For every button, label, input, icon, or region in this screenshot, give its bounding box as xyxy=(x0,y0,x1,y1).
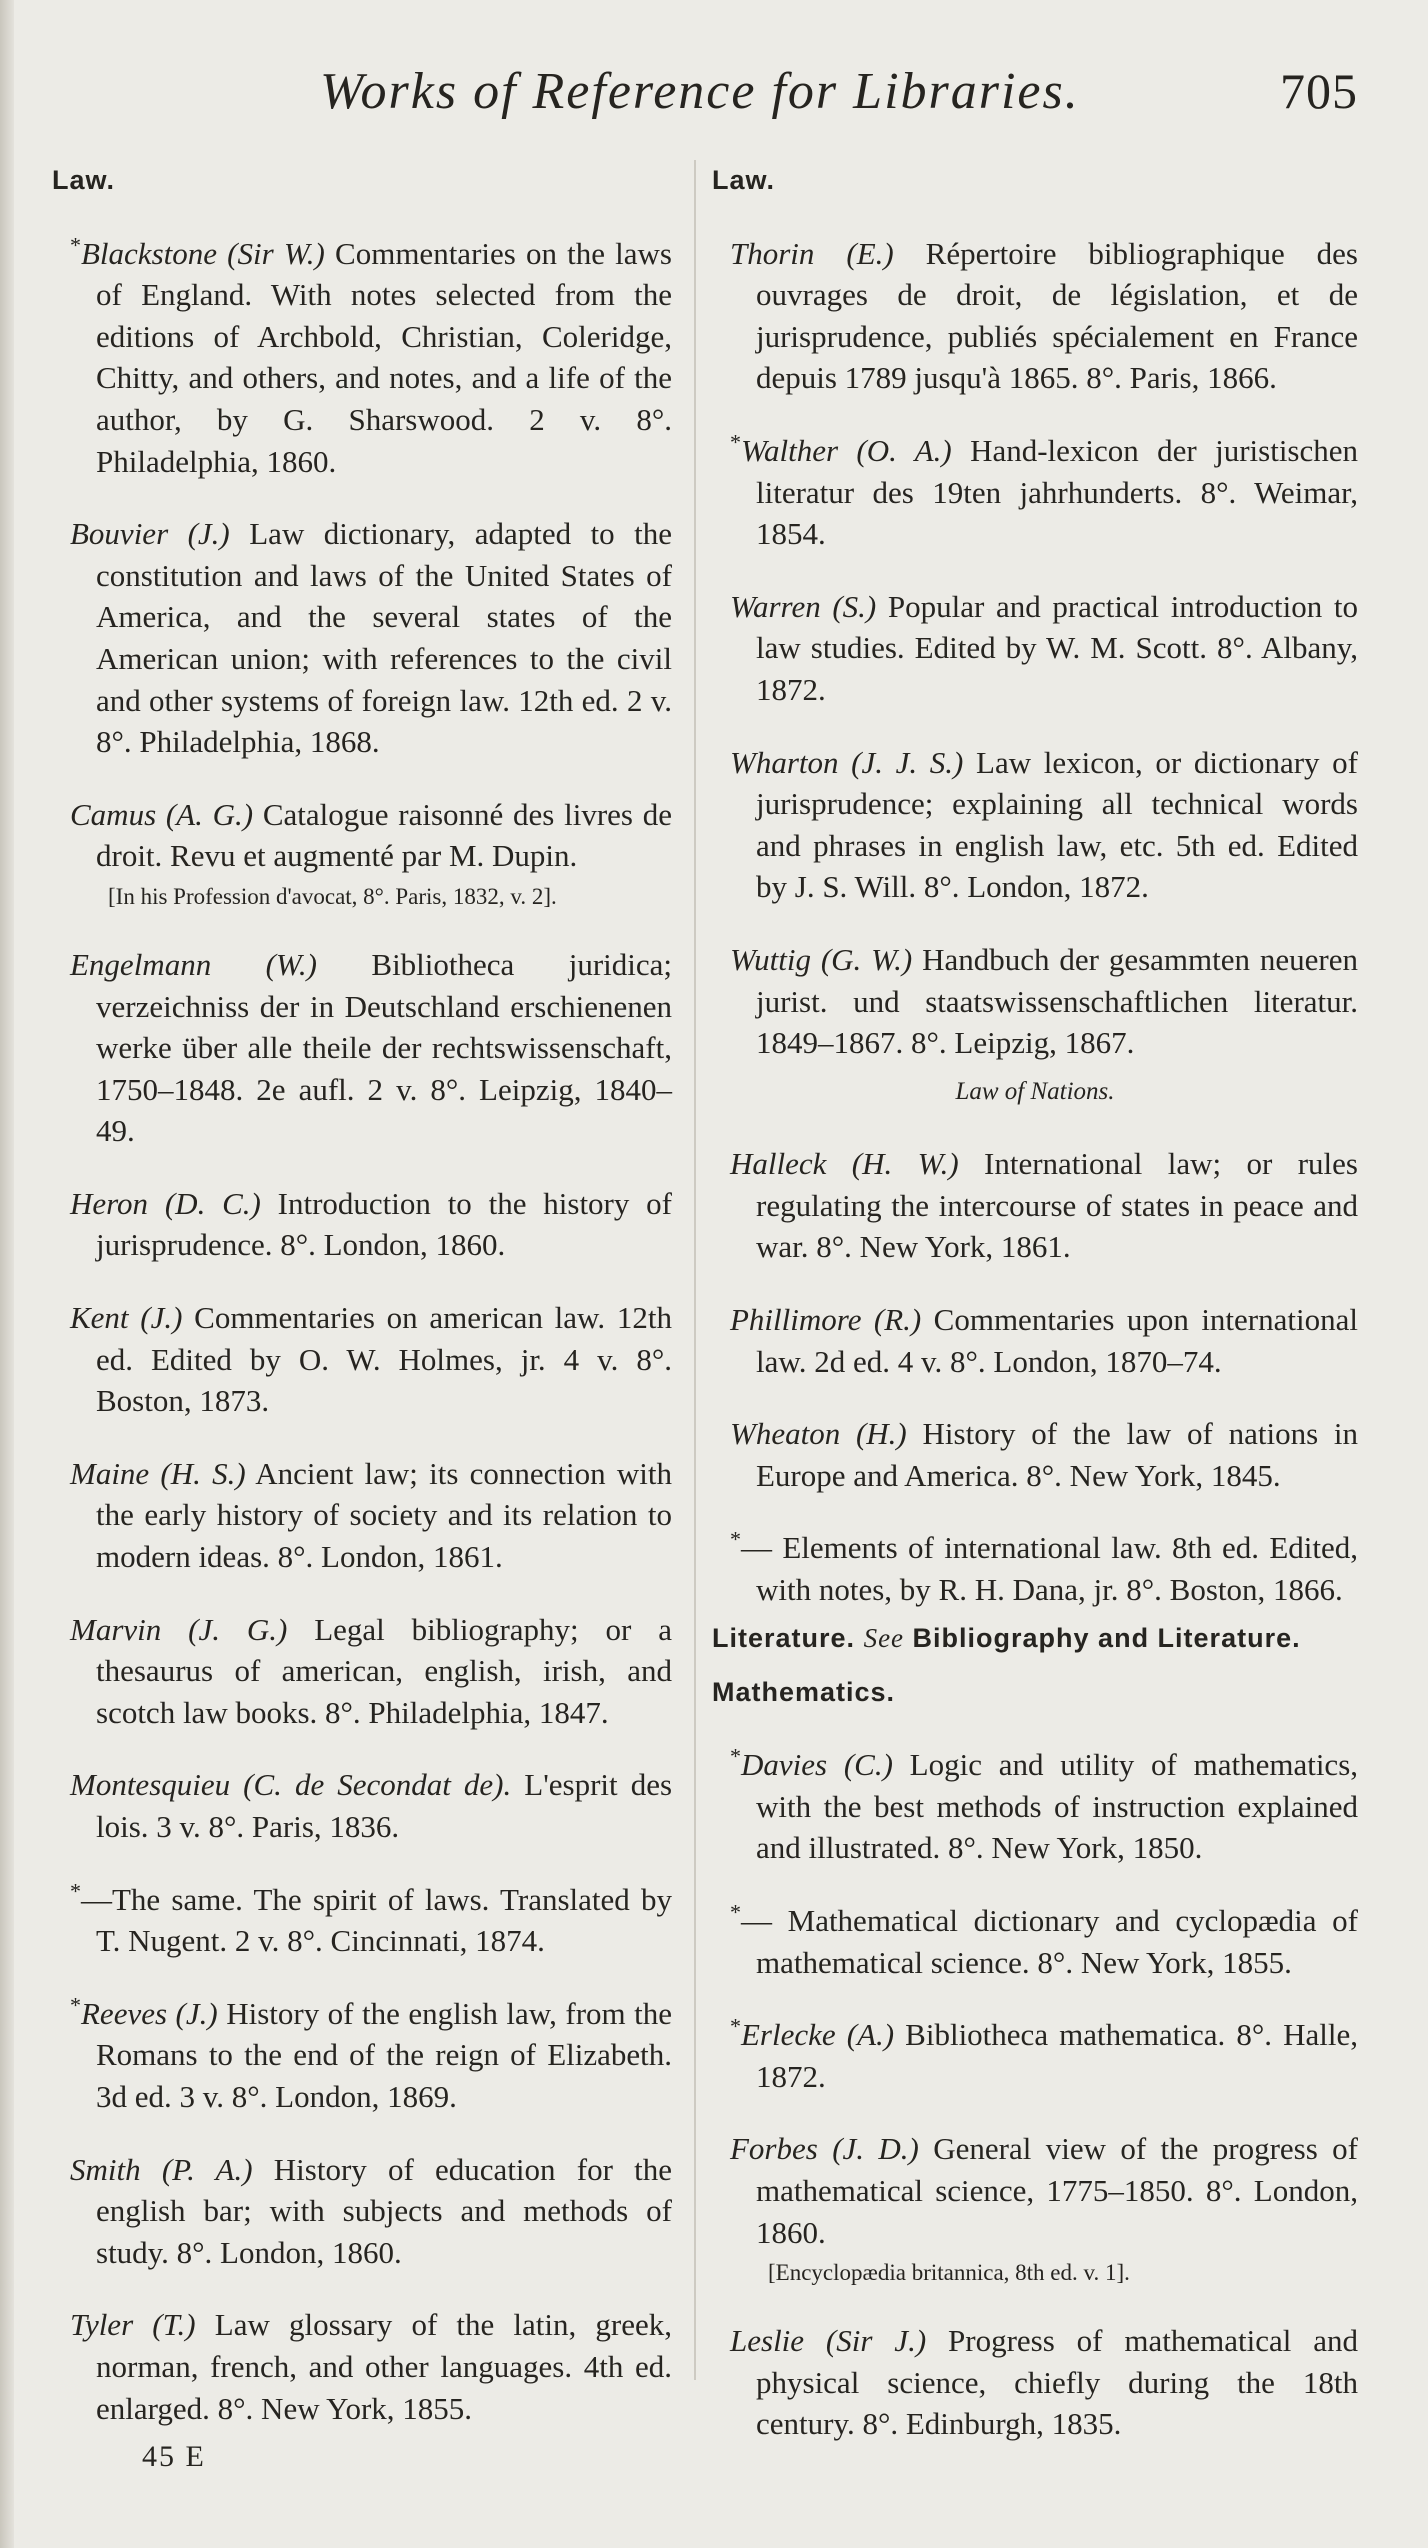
entry-author: Marvin (J. G.) xyxy=(70,1611,288,1647)
entry-mark: * xyxy=(730,429,741,455)
bibliography-entry xyxy=(52,513,672,763)
left-column xyxy=(52,160,672,2508)
bibliography-entry xyxy=(52,1609,672,1734)
bibliography-entry xyxy=(712,2320,1358,2445)
bibliography-entry xyxy=(712,1143,1358,1268)
entry-text: Bibliotheca juridica; verzeichniss der in Deutschland erschienenen werke über alle theile der rechtswissenschaft, 1750–1848. 2e aufl. 2 v. 8°. Leipzig, 1840–49. xyxy=(96,946,672,1149)
running-head xyxy=(320,62,1358,132)
entry-author: Halleck (H. W.) xyxy=(730,1146,959,1182)
entry-author: Kent (J.) xyxy=(70,1300,183,1336)
bibliography-entry xyxy=(52,233,672,483)
entry-text: Introduction to the history of jurisprudence. 8°. London, 1860. xyxy=(96,1185,672,1263)
entry-author: Wuttig (G. W.) xyxy=(730,941,913,977)
entry-text: Legal bibliography; or a thesaurus of american, english, irish, and scotch law books. 8°. Philadelphia, 1847. xyxy=(96,1611,672,1730)
entry-text: Law glossary of the latin, greek, norman, french, and other languages. 4th ed. enlarged. 8°. New York, 1855. xyxy=(96,2307,672,2426)
entry-author: Montesquieu (C. de Secondat de). xyxy=(70,1767,512,1803)
entry-text: Progress of mathematical and physical science, chiefly during the 18th century. 8°. Edinburgh, 1835. xyxy=(756,2323,1358,2442)
entry-mark: * xyxy=(70,1992,81,2018)
bibliography-entry xyxy=(712,1900,1358,1983)
entry-text: Bibliotheca mathematica. 8°. Halle, 1872. xyxy=(756,2017,1358,2094)
entry-author: Thorin (E.) xyxy=(730,235,894,271)
entry-mark: * xyxy=(70,232,81,258)
entry-text: History of the english law, from the Romans to the end of the reign of Elizabeth. 3d ed. 3 v. 8°. London, 1869. xyxy=(96,1995,673,2114)
bibliography-entry xyxy=(52,2149,672,2274)
entry-author: Wheaton (H.) xyxy=(730,1416,907,1452)
entry-author: Reeves (J.) xyxy=(81,1995,218,2031)
cross-reference-label: Literature. xyxy=(712,1622,856,1653)
entry-text: — Mathematical dictionary and cyclopædia of mathematical science. 8°. New York, 1855. xyxy=(741,1903,1358,1980)
entry-note: [Encyclopædia britannica, 8th ed. v. 1]. xyxy=(768,2260,1130,2286)
bibliography-entry xyxy=(712,586,1358,711)
cross-reference-target: Bibliography and Literature. xyxy=(912,1622,1301,1653)
left-entry-list xyxy=(52,233,672,2430)
entry-text: Popular and practical introduction to law studies. Edited by W. M. Scott. 8°. Albany, 1872. xyxy=(756,588,1358,707)
entry-author: Bouvier (J.) xyxy=(70,516,230,552)
right-column xyxy=(712,160,1358,2508)
entry-author: Phillimore (R.) xyxy=(730,1302,922,1338)
entry-text: Ancient law; its connection with the early history of society and its relation to modern ideas. 8°. London, 1861. xyxy=(96,1455,672,1575)
entry-author: Forbes (J. D.) xyxy=(730,2131,919,2167)
mathematics-entry-list xyxy=(712,1744,1358,2445)
entry-note: [In his Profession d'avocat, 8°. Paris, 1832, v. 2]. xyxy=(108,883,557,909)
section-heading-mathematics: Mathematics. xyxy=(712,1676,896,1707)
bibliography-entry xyxy=(52,1993,672,2118)
entry-author: Tyler (T.) xyxy=(70,2307,196,2343)
entry-author: Warren (S.) xyxy=(730,588,877,624)
entry-author: Davies (C.) xyxy=(741,1747,893,1783)
bibliography-entry xyxy=(712,1299,1358,1382)
entry-text: Handbuch der gesammten neueren jurist. und staatswissenschaftlichen literatur. 1849–1867. 8°. Leipzig, 1867. xyxy=(756,941,1358,1061)
entry-text: Catalogue raisonné des livres de droit. Revu et augmenté par M. Dupin. xyxy=(96,796,672,874)
entry-text: Commentaries on the laws of England. With notes selected from the editions of Archbold, Christian, Coleridge, Chitty, and others, and notes, and a life of the author, by G. Sharswood. 2 v. 8°. Philadelphia, 1860. xyxy=(96,235,672,479)
entry-author: Heron (D. C.) xyxy=(70,1185,261,1221)
bibliography-entry xyxy=(712,1413,1358,1496)
bibliography-entry xyxy=(52,794,672,913)
entry-text: Commentaries on american law. 12th ed. Edited by O. W. Holmes, jr. 4 v. 8°. Boston, 1873. xyxy=(96,1300,672,1419)
entry-mark: * xyxy=(730,2013,741,2039)
bibliography-entry xyxy=(52,944,672,1152)
bibliography-entry xyxy=(52,2304,672,2429)
section-heading-law-continued: Law. xyxy=(712,165,776,195)
bibliography-entry xyxy=(712,2128,1358,2289)
bibliography-entry xyxy=(52,1879,672,1962)
entry-author: Smith (P. A.) xyxy=(70,2151,253,2187)
bibliography-entry xyxy=(52,1453,672,1578)
entry-text: International law; or rules regulating the intercourse of states in peace and war. 8°. New York, 1861. xyxy=(756,1146,1358,1265)
bibliography-entry xyxy=(52,1183,672,1266)
column-rule xyxy=(694,160,696,2380)
entry-text: General view of the progress of mathematical science, 1775–1850. 8°. London, 1860. xyxy=(756,2131,1358,2250)
entry-author: Erlecke (A.) xyxy=(741,2017,895,2053)
running-title: Works of Reference for Libraries. xyxy=(320,63,1080,120)
cross-reference-literature xyxy=(712,1618,1358,1658)
entry-author: Camus (A. G.) xyxy=(70,796,254,832)
entry-text: L'esprit des lois. 3 v. 8°. Paris, 1836. xyxy=(96,1767,673,1844)
entry-text: History of education for the english bar; with subjects and methods of study. 8°. London, 1860. xyxy=(96,2151,673,2270)
bibliography-entry xyxy=(52,1764,672,1847)
entry-text: Commentaries upon international law. 2d ed. 4 v. 8°. London, 1870–74. xyxy=(756,1302,1358,1379)
bibliography-entry xyxy=(712,430,1358,555)
entry-author: Wharton (J. J. S.) xyxy=(730,744,964,780)
entry-author: Walther (O. A.) xyxy=(741,432,952,468)
entry-text: —The same. The spirit of laws. Translated by T. Nugent. 2 v. 8°. Cincinnati, 1874. xyxy=(81,1881,672,1959)
bibliography-entry xyxy=(712,2014,1358,2097)
bibliography-entry xyxy=(712,1527,1358,1610)
page-edge xyxy=(0,0,14,2548)
cross-reference-see: See xyxy=(863,1622,905,1653)
signature-mark: 45 E xyxy=(142,2440,206,2474)
entry-text: Logic and utility of mathematics, with the best methods of instruction explained and illustrated. 8°. New York, 1850. xyxy=(756,1747,1359,1866)
bibliography-entry xyxy=(712,1744,1358,1869)
entry-author: Maine (H. S.) xyxy=(70,1455,246,1491)
subsection-heading-law-of-nations: Law of Nations. xyxy=(955,1077,1115,1105)
section-heading-law: Law. xyxy=(52,165,116,195)
entry-text: Hand-lexicon der juristischen literatur des 19ten jahrhunderts. 8°. Weimar, 1854. xyxy=(756,432,1359,552)
entry-text: History of the law of nations in Europe and America. 8°. New York, 1845. xyxy=(756,1416,1359,1493)
entry-mark: * xyxy=(70,1878,81,1904)
entry-mark: * xyxy=(730,1899,741,1925)
bibliography-entry xyxy=(52,1297,672,1422)
entry-text: Law dictionary, adapted to the constitution and laws of the United States of America, and the several states of the American union; with references to the civil and other systems of foreign law. 12th ed. 2 v. 8°. Philadelphia, 1868. xyxy=(96,516,673,760)
page-number: 705 xyxy=(1280,63,1358,119)
entry-author: Engelmann (W.) xyxy=(70,946,317,982)
bibliography-entry xyxy=(712,233,1358,399)
entry-text: Répertoire bibliographique des ouvrages de droit, de législation, et de jurisprudence, publiés spécialement en France depuis 1789 jusqu'à 1865. 8°. Paris, 1866. xyxy=(756,235,1358,396)
law-of-nations-entry-list xyxy=(712,1143,1358,1610)
bibliography-entry xyxy=(712,939,1358,1064)
bibliography-entry xyxy=(712,742,1358,908)
entry-author: Leslie (Sir J.) xyxy=(730,2323,927,2359)
entry-text: Law lexicon, or dictionary of jurisprudence; explaining all technical words and phrases in english law, etc. 5th ed. Edited by J. S. Will. 8°. London, 1872. xyxy=(756,744,1359,905)
entry-text: — Elements of international law. 8th ed. Edited, with notes, by R. H. Dana, jr. 8°. Boston, 1866. xyxy=(741,1530,1358,1608)
entry-mark: * xyxy=(730,1743,741,1769)
entry-mark: * xyxy=(730,1527,741,1553)
entry-author: Blackstone (Sir W.) xyxy=(81,235,325,271)
right-entry-list xyxy=(712,233,1358,1064)
